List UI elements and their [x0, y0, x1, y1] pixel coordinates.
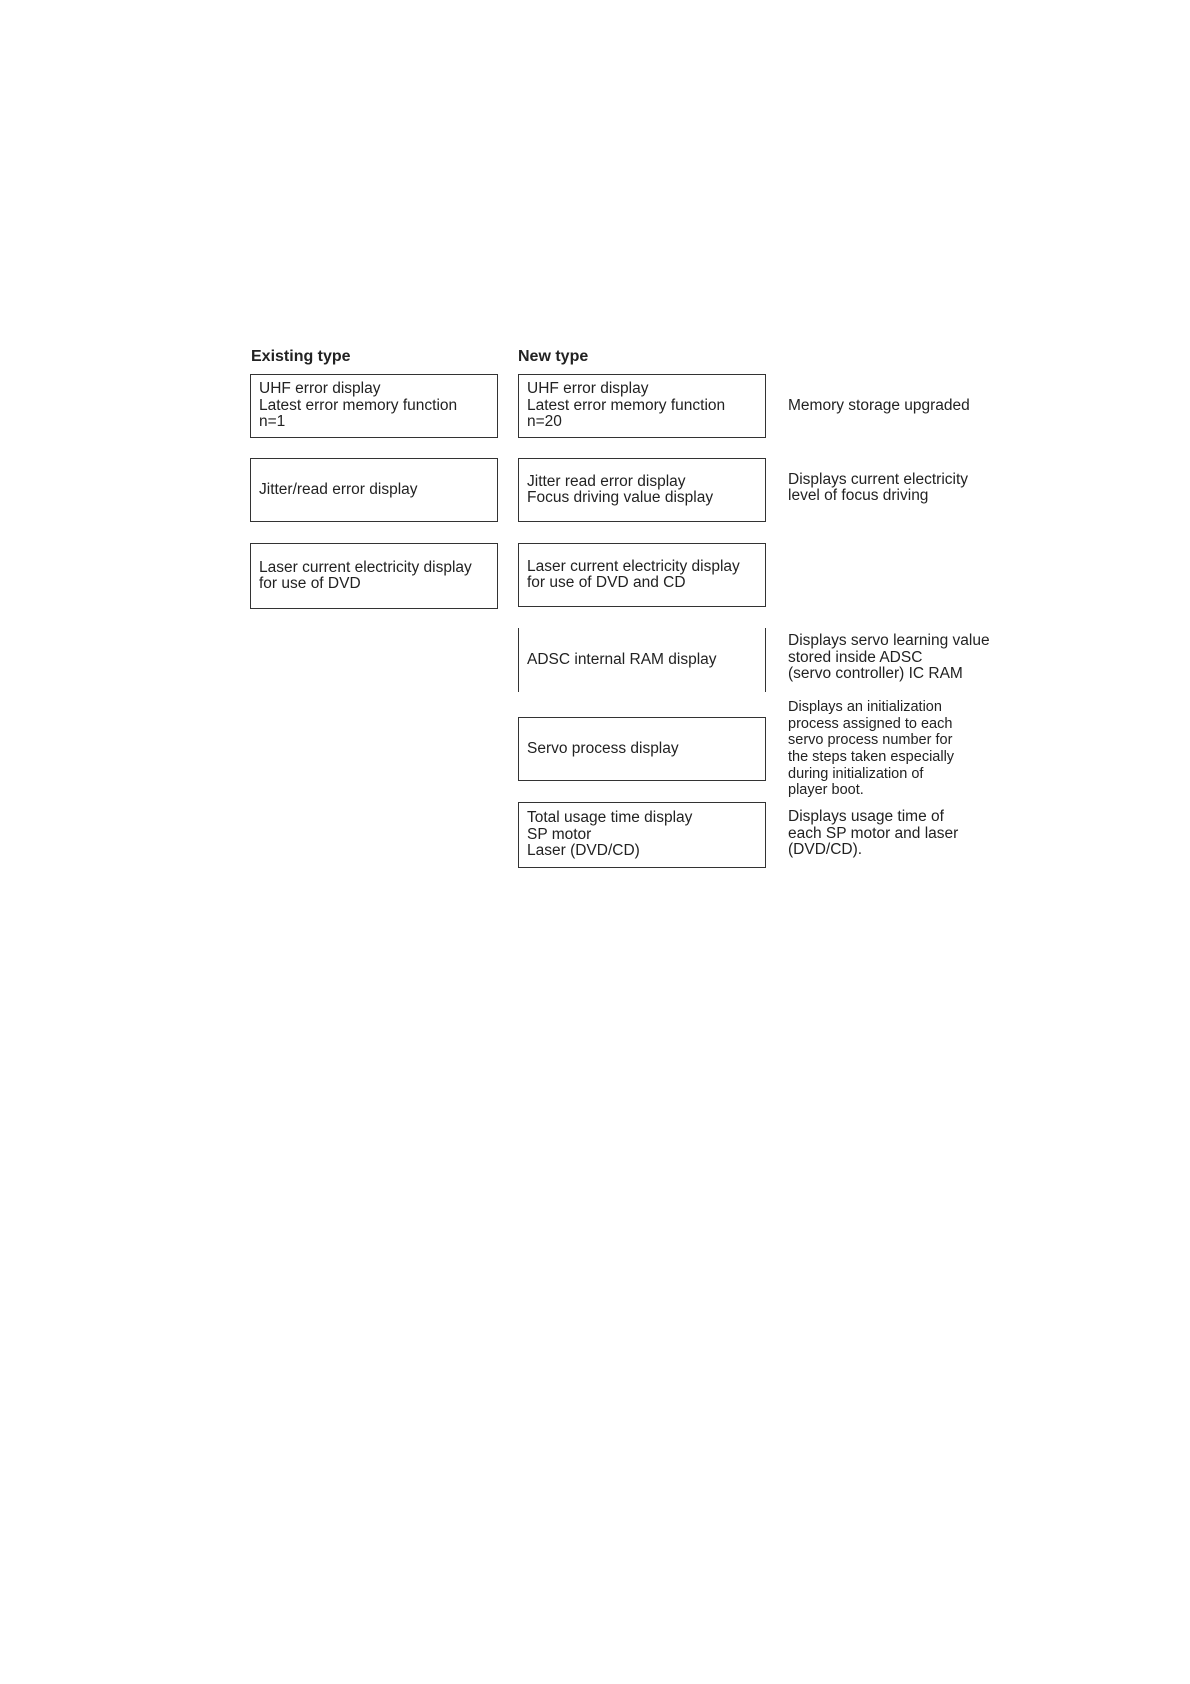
note-memory-storage	[788, 374, 970, 438]
new-jitter-focus-box	[518, 458, 766, 522]
note-line: Memory storage upgraded	[788, 396, 970, 414]
note-line: servo process number for	[788, 732, 953, 749]
box-line: for use of DVD	[259, 575, 361, 592]
box-line: UHF error display	[259, 380, 381, 398]
box-line: Laser current electricity display	[527, 557, 740, 575]
note-line: Displays an initialization	[788, 699, 942, 716]
box-line: Laser (DVD/CD)	[527, 842, 640, 860]
note-line: process assigned to each	[788, 715, 953, 732]
box-line: Laser current electricity display	[259, 558, 472, 576]
box-line: n=1	[259, 413, 286, 431]
box-line: for use of DVD and CD	[527, 574, 686, 591]
note-line: during initialization of	[788, 765, 924, 782]
note-line: Displays current electricity	[788, 470, 969, 488]
box-line: Jitter read error display	[527, 472, 686, 490]
note-focus-driving	[788, 468, 968, 508]
new-type-header: New type	[518, 348, 589, 365]
box-line: Jitter/read error display	[259, 480, 418, 498]
box-line: SP motor	[527, 825, 592, 843]
box-line: Latest error memory function	[259, 396, 458, 414]
existing-uhf-error-box	[250, 374, 498, 438]
box-line: Focus driving value display	[527, 489, 714, 506]
box-line: Servo process display	[527, 739, 679, 757]
box-line: n=20	[527, 413, 562, 431]
existing-type-header: Existing type	[251, 348, 351, 365]
box-line: ADSC internal RAM display	[527, 650, 717, 668]
box-line: Total usage time display	[527, 809, 693, 827]
note-line: each SP motor and laser	[788, 824, 959, 842]
existing-jitter-error-box	[250, 458, 498, 522]
new-servo-process-box	[518, 717, 766, 781]
box-line: UHF error display	[527, 380, 649, 398]
note-line: (servo controller) IC RAM	[788, 665, 963, 683]
new-uhf-error-box	[518, 374, 766, 438]
new-total-usage-box	[518, 802, 766, 868]
note-usage-time	[788, 808, 958, 860]
box-line: Latest error memory function	[527, 396, 726, 414]
note-line: (DVD/CD).	[788, 841, 863, 859]
note-initialization-process	[788, 698, 954, 800]
note-line: level of focus driving	[788, 487, 929, 504]
new-laser-current-box	[518, 543, 766, 607]
note-line: Displays usage time of	[788, 808, 944, 826]
note-line: stored inside ADSC	[788, 648, 923, 666]
new-adsc-ram-box	[518, 628, 766, 692]
existing-laser-current-box	[250, 543, 498, 609]
note-servo-learning	[788, 632, 990, 684]
note-line: player boot.	[788, 782, 864, 799]
note-line: the steps taken especially	[788, 749, 955, 765]
note-line: Displays servo learning value	[788, 632, 990, 650]
